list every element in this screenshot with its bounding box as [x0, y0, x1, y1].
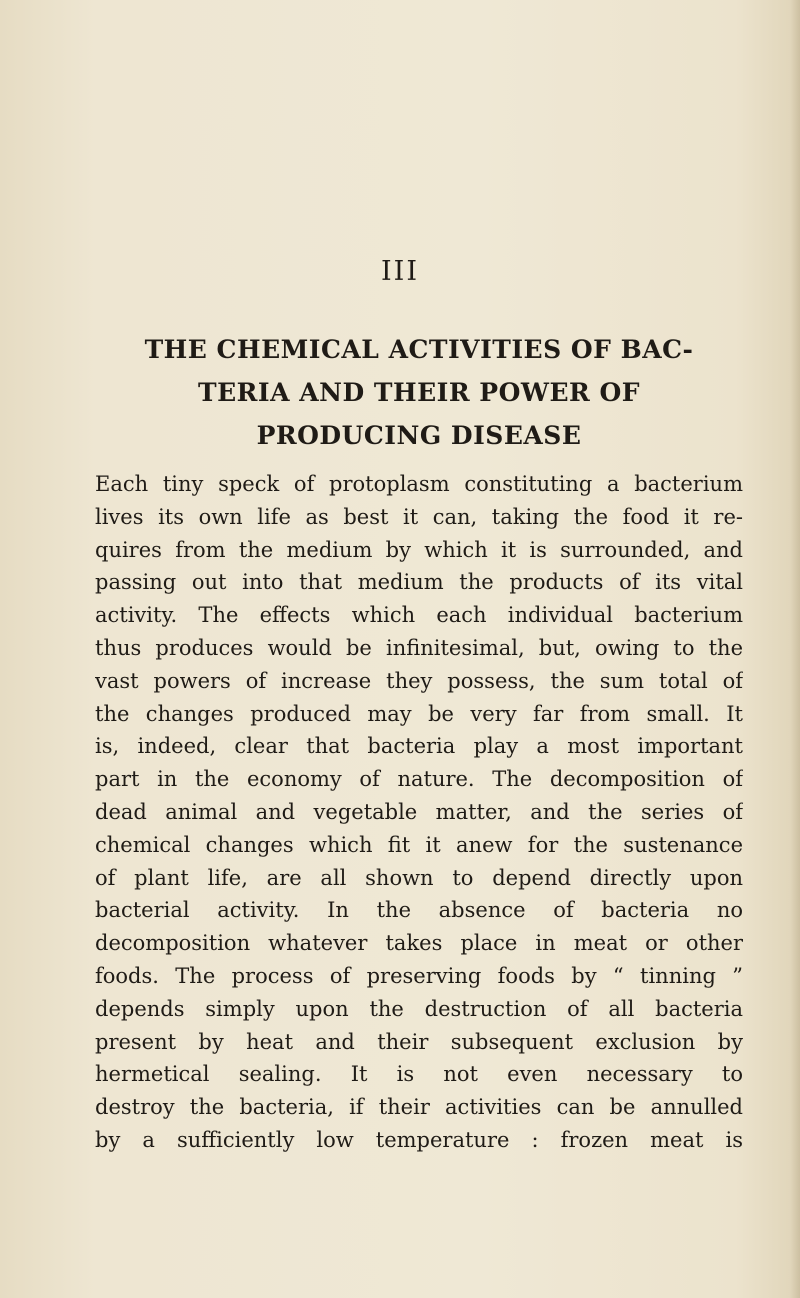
body-text-line: foods. The process of preserving foods by “ tinning ” [95, 963, 743, 988]
body-text-line: vast powers of increase they possess, the sum total of [95, 668, 743, 693]
body-text-line: lives its own life as best it can, taking the food it re- [95, 504, 743, 529]
body-text-line: quires from the medium by which it is surrounded, and [95, 537, 743, 562]
chapter-title-line: PRODUCING DISEASE [256, 421, 582, 450]
body-text-line: depends simply upon the destruction of all bacteria [95, 996, 743, 1021]
body-text-line: bacterial activity. In the absence of bacteria no [95, 898, 743, 923]
chapter-body-paragraph [95, 468, 743, 1157]
body-text-line: activity. The effects which each individual bacterium [95, 603, 743, 628]
chapter-number: III [381, 256, 419, 287]
body-text-line: Each tiny speck of protoplasm constituting a bacterium [95, 472, 743, 496]
body-text-line: destroy the bacteria, if their activities can be annulled [95, 1095, 743, 1120]
page-edge-shadow [790, 0, 800, 1298]
body-text-line: chemical changes which fit it anew for the sustenance [95, 832, 743, 857]
body-text-line: part in the economy of nature. The decomposition of [95, 767, 743, 792]
body-text-line: is, indeed, clear that bacteria play a most important [95, 734, 743, 759]
body-text-line: of plant life, are all shown to depend directly upon [95, 865, 743, 890]
body-text-line: thus produces would be infinitesimal, but, owing to the [95, 635, 743, 660]
body-text-line: dead animal and vegetable matter, and the series of [95, 799, 743, 824]
body-text-line: decomposition whatever takes place in meat or other [95, 931, 743, 956]
body-text-line: by a sufficiently low temperature : frozen meat is [95, 1127, 743, 1152]
body-text-line: passing out into that medium the products of its vital [95, 570, 743, 595]
chapter-title [94, 328, 744, 457]
chapter-title-line: THE CHEMICAL ACTIVITIES OF BAC- [144, 335, 694, 364]
body-text-line: the changes produced may be very far from small. It [95, 701, 743, 726]
chapter-title-line: TERIA AND THEIR POWER OF [197, 378, 641, 407]
body-text-line: present by heat and their subsequent exclusion by [95, 1029, 743, 1054]
body-text-line: hermetical sealing. It is not even necessary to [95, 1062, 743, 1087]
